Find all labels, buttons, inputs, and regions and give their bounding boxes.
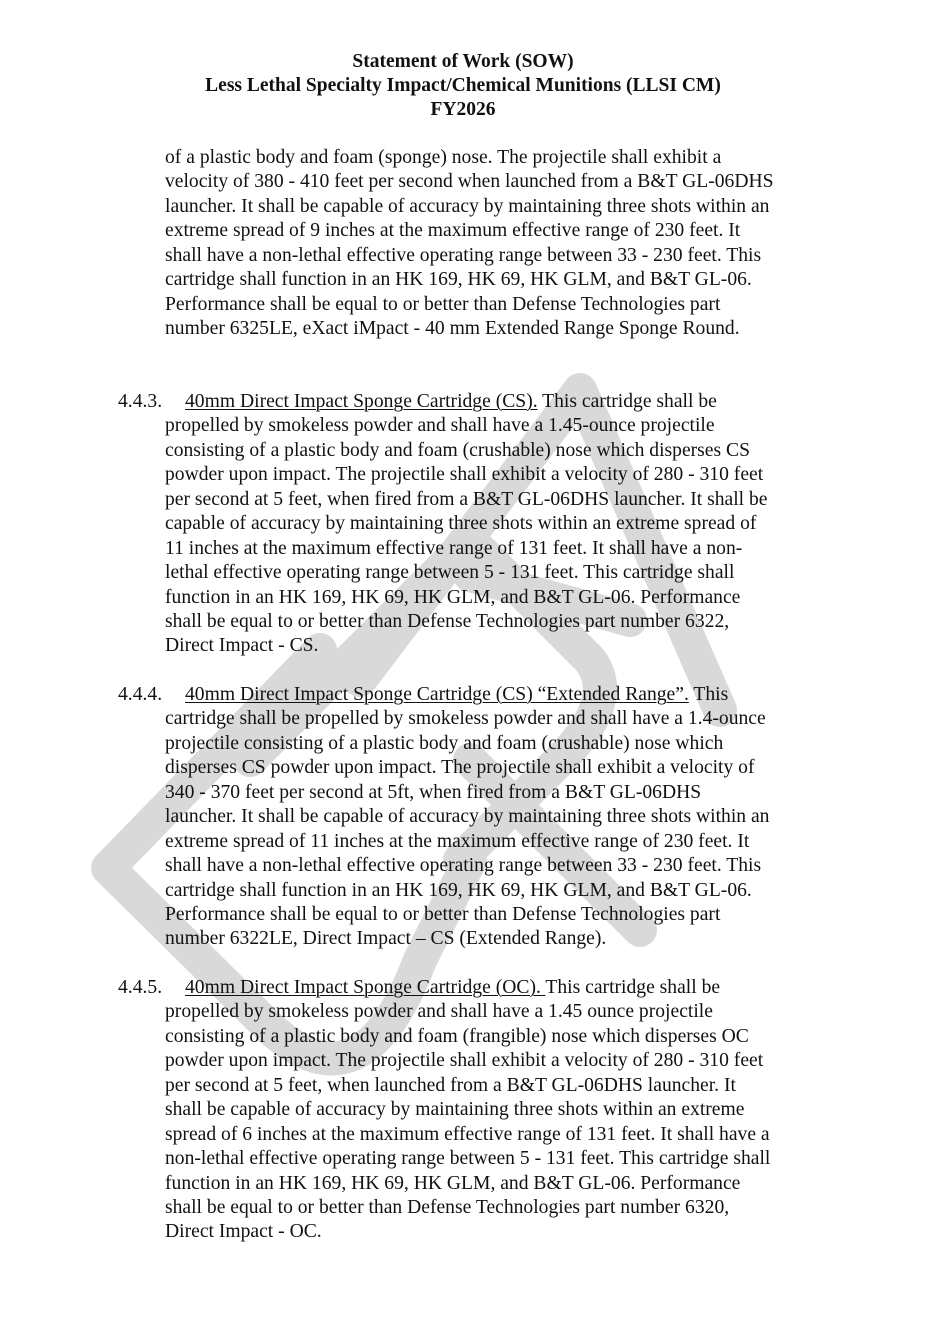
text-line: per second at 5 feet, when fired from a B&T GL-06DHS launcher. It shall be [165, 488, 768, 510]
section-4-4-4-heading-line [185, 683, 728, 707]
text-line-rest: This cartridge shall be [537, 391, 717, 412]
text-line: function in an HK 169, HK 69, HK GLM, and B&T GL-06. Performance [165, 586, 741, 608]
text-line: of a plastic body and foam (sponge) nose. The projectile shall exhibit a [165, 147, 722, 168]
text-line: function in an HK 169, HK 69, HK GLM, and B&T GL-06. Performance [165, 1172, 741, 1194]
text-line: shall be equal to or better than Defense Technologies part number 6322, [165, 610, 730, 632]
text-line: cartridge shall be propelled by smokeless powder and shall have a 1.4-ounce [165, 708, 766, 730]
text-line: powder upon impact. The projectile shall exhibit a velocity of 280 - 310 feet [165, 1050, 764, 1072]
section-4-4-5-heading-line [185, 976, 720, 1000]
section-4-4-5-body [165, 1000, 770, 1244]
text-line: shall have a non-lethal effective operating range between 33 - 230 feet. This [165, 855, 762, 877]
text-line: Performance shall be equal to or better than Defense Technologies part [165, 903, 721, 925]
text-line: projectile consisting of a plastic body and foam (crushable) nose which [165, 732, 724, 754]
text-line: 340 - 370 feet per second at 5ft, when fired from a B&T GL-06DHS [165, 781, 702, 803]
text-line-rest: This [688, 684, 729, 705]
text-line-rest: This cartridge shall be [545, 977, 721, 998]
header-fiscal-year: FY2026 [430, 99, 496, 120]
section-4-4-4-body [165, 707, 769, 951]
section-number: 4.4.5. [118, 977, 163, 998]
text-line: consisting of a plastic body and foam (crushable) nose which disperses CS [165, 439, 750, 461]
text-line: propelled by smokeless powder and shall have a 1.45 ounce projectile [165, 1001, 713, 1023]
text-line: disperses CS powder upon impact. The projectile shall exhibit a velocity of [165, 757, 755, 779]
text-line: number 6325LE, eXact iMpact - 40 mm Extended Range Sponge Round. [165, 318, 740, 340]
text-line: number 6322LE, Direct Impact – CS (Extended Range). [165, 928, 607, 950]
continuation-paragraph [165, 146, 774, 342]
text-line: Performance shall be equal to or better than Defense Technologies part [165, 293, 721, 315]
text-line: launcher. It shall be capable of accuracy by maintaining three shots within an [165, 806, 770, 828]
text-line: propelled by smokeless powder and shall have a 1.45-ounce projectile [165, 415, 715, 437]
text-line: shall be capable of accuracy by maintaining three shots within an extreme [165, 1099, 745, 1121]
document-header [0, 50, 926, 122]
text-line: extreme spread of 9 inches at the maximum effective range of 230 feet. It [165, 220, 741, 242]
section-4-4-3-heading-line [185, 390, 717, 414]
section-number: 4.4.3. [118, 391, 163, 412]
text-line: capable of accuracy by maintaining three shots within an extreme spread of [165, 513, 757, 535]
text-line: velocity of 380 - 410 feet per second when launched from a B&T GL-06DHS [165, 171, 774, 193]
text-line: 11 inches at the maximum effective range of 131 feet. It shall have a non- [165, 537, 743, 559]
section-4-4-3-body [165, 414, 768, 658]
text-line: Direct Impact - OC. [165, 1221, 322, 1243]
text-line: spread of 6 inches at the maximum effective range of 131 feet. It shall have a [165, 1123, 770, 1145]
header-subtitle: Less Lethal Specialty Impact/Chemical Munitions (LLSI CM) [205, 75, 721, 96]
text-line: extreme spread of 11 inches at the maximum effective range of 230 feet. It [165, 830, 750, 852]
text-line: cartridge shall function in an HK 169, HK 69, HK GLM, and B&T GL-06. [165, 269, 752, 291]
section-title: 40mm Direct Impact Sponge Cartridge (OC). [185, 977, 546, 998]
text-line: non-lethal effective operating range between 5 - 131 feet. This cartridge shall [165, 1148, 771, 1170]
text-line: lethal effective operating range between 5 - 131 feet. This cartridge shall [165, 562, 735, 584]
text-line: powder upon impact. The projectile shall exhibit a velocity of 280 - 310 feet [165, 464, 764, 486]
section-title: 40mm Direct Impact Sponge Cartridge (CS) “Extended Range”. [185, 684, 689, 705]
section-title: 40mm Direct Impact Sponge Cartridge (CS). [185, 391, 538, 412]
text-line: Direct Impact - CS. [165, 635, 319, 657]
section-number: 4.4.4. [118, 684, 163, 705]
text-line: launcher. It shall be capable of accuracy by maintaining three shots within an [165, 195, 770, 217]
text-line: shall be equal to or better than Defense Technologies part number 6320, [165, 1196, 730, 1218]
text-line: shall have a non-lethal effective operating range between 33 - 230 feet. This [165, 244, 762, 266]
text-line: per second at 5 feet, when launched from a B&T GL-06DHS launcher. It [165, 1074, 736, 1096]
text-line: consisting of a plastic body and foam (frangible) nose which disperses OC [165, 1025, 749, 1047]
header-title: Statement of Work (SOW) [352, 51, 574, 72]
text-line: cartridge shall function in an HK 169, HK 69, HK GLM, and B&T GL-06. [165, 879, 752, 901]
